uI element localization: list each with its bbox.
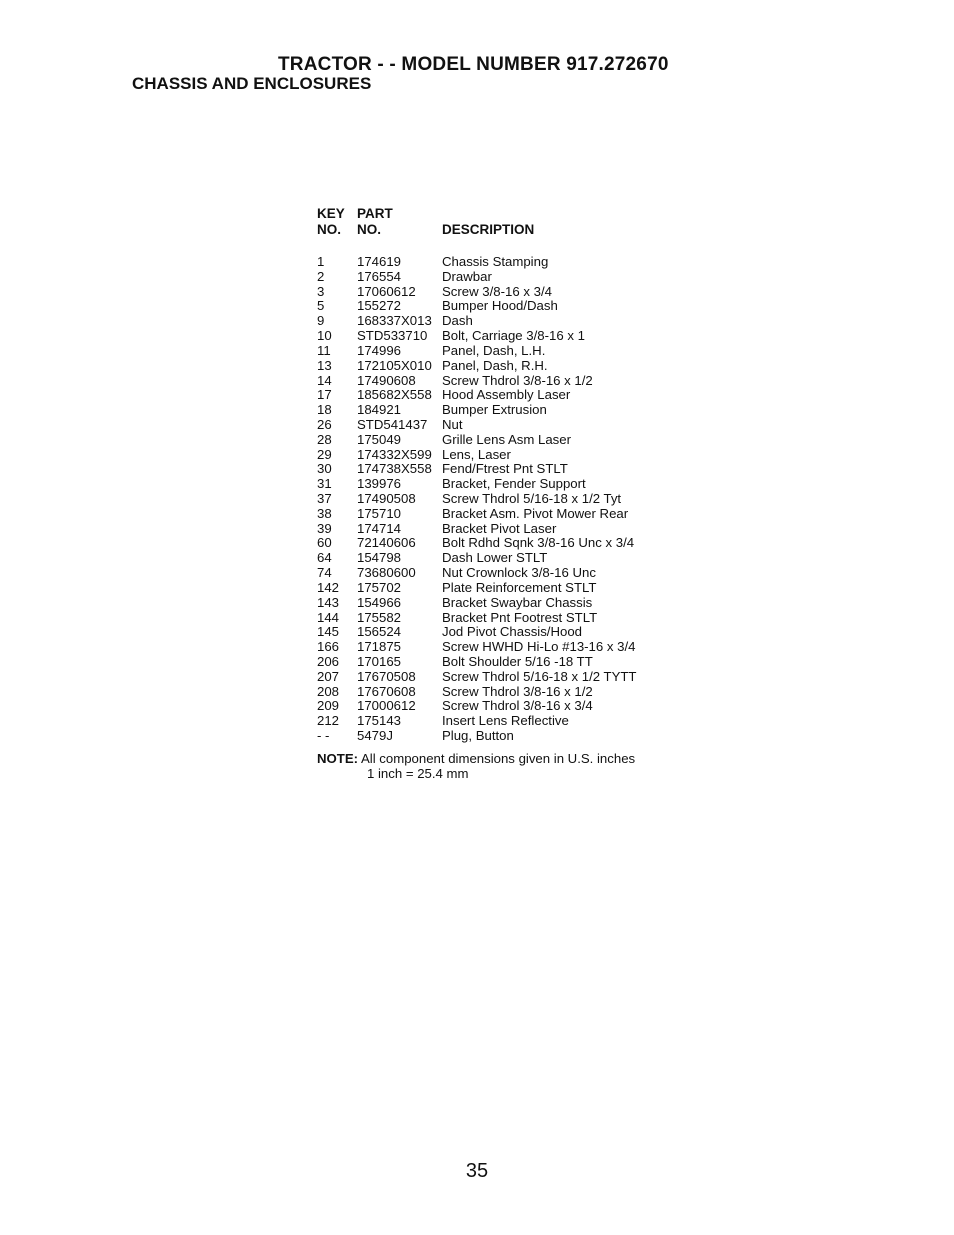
key-no-cell: 18 — [317, 402, 332, 418]
key-no-cell: 64 — [317, 550, 332, 566]
part-no-cell: 155272 — [357, 298, 402, 314]
key-no-cell: 10 — [317, 328, 332, 344]
description-cell: Nut — [442, 416, 463, 432]
key-no-cell: 143 — [317, 594, 340, 610]
key-no-cell: 145 — [317, 624, 340, 640]
description-cell: Chassis Stamping — [442, 254, 549, 269]
key-no-cell: 30 — [317, 461, 332, 477]
key-no-cell: 28 — [317, 431, 332, 447]
key-no-cell: 144 — [317, 609, 340, 625]
note — [317, 751, 635, 781]
header-part: PART — [357, 206, 393, 221]
key-no-cell: 74 — [317, 565, 332, 581]
part-no-cell: 174619 — [357, 254, 402, 269]
description-cell: Panel, Dash, R.H. — [442, 357, 548, 373]
description-cell: Screw Thdrol 3/8-16 x 3/4 — [442, 698, 593, 714]
part-no-cell: 5479J — [357, 728, 393, 743]
key-no-cell: 212 — [317, 713, 340, 729]
header-key: KEY — [317, 206, 345, 221]
note-conversion: 1 inch = 25.4 mm — [367, 766, 469, 781]
part-no-cell: 175710 — [357, 505, 402, 521]
part-no-cell: 17490608 — [357, 372, 416, 388]
header-description: DESCRIPTION — [442, 222, 535, 237]
part-no-cell: 172105X010 — [357, 357, 432, 373]
key-no-cell: 3 — [317, 283, 325, 299]
part-no-cell: 185682X558 — [357, 387, 432, 403]
description-cell: Bracket Pnt Footrest STLT — [442, 609, 598, 625]
key-no-cell: 26 — [317, 416, 332, 432]
part-no-cell: 168337X013 — [357, 313, 432, 329]
description-cell: Fend/Ftrest Pnt STLT — [442, 461, 568, 477]
description-cell: Plate Reinforcement STLT — [442, 579, 597, 595]
part-no-cell: 154966 — [357, 594, 402, 610]
description-cell: Jod Pivot Chassis/Hood — [442, 624, 583, 640]
key-no-cell: 17 — [317, 387, 332, 403]
key-no-cell: 5 — [317, 298, 325, 314]
description-cell: Bracket Swaybar Chassis — [442, 594, 593, 610]
part-no-cell: 156524 — [357, 624, 402, 640]
part-no-cell: 174738X558 — [357, 461, 432, 477]
key-no-cell: 208 — [317, 683, 340, 699]
description-cell: Lens, Laser — [442, 446, 511, 462]
part-no-cell: 174714 — [357, 520, 402, 536]
part-no-cell: 17670508 — [357, 668, 416, 684]
part-no-cell: 17000612 — [357, 698, 416, 714]
description-cell: Drawbar — [442, 268, 492, 284]
header-key-no: NO. — [317, 222, 342, 237]
part-no-cell: 170165 — [357, 653, 402, 669]
note-line-1 — [317, 751, 635, 766]
description-cell: Dash Lower STLT — [442, 550, 548, 566]
part-no-cell: 171875 — [357, 639, 402, 655]
description-cell: Dash — [442, 313, 473, 329]
description-cell: Bolt Rdhd Sqnk 3/8-16 Unc x 3/4 — [442, 535, 635, 551]
page-number: 35 — [465, 1160, 489, 1182]
key-no-cell: - - — [317, 728, 330, 743]
key-no-cell: 166 — [317, 639, 340, 655]
part-no-cell: 154798 — [357, 550, 402, 566]
part-no-cell: 175702 — [357, 579, 402, 595]
description-cell: Bumper Hood/Dash — [442, 298, 558, 314]
page-title: TRACTOR - - MODEL NUMBER 917.272670 — [278, 54, 669, 75]
description-cell: Bracket, Fender Support — [442, 476, 586, 492]
part-no-cell: 139976 — [357, 476, 402, 492]
header-part-no: NO. — [357, 222, 382, 237]
part-no-cell: STD541437 — [357, 416, 428, 432]
part-no-cell: 174996 — [357, 342, 402, 358]
part-no-cell: 175143 — [357, 713, 402, 729]
description-cell: Bumper Extrusion — [442, 402, 547, 418]
description-cell: Bolt Shoulder 5/16 -18 TT — [442, 653, 593, 669]
key-no-cell: 29 — [317, 446, 332, 462]
description-cell: Insert Lens Reflective — [442, 713, 569, 729]
key-no-cell: 38 — [317, 505, 332, 521]
part-no-cell: 73680600 — [357, 565, 416, 581]
description-cell: Grille Lens Asm Laser — [442, 431, 571, 447]
part-no-cell: 17060612 — [357, 283, 416, 299]
description-cell: Screw HWHD Hi-Lo #13-16 x 3/4 — [442, 639, 636, 655]
description-cell: Plug, Button — [442, 728, 514, 743]
description-cell: Bracket Pivot Laser — [442, 520, 557, 536]
key-no-cell: 142 — [317, 579, 340, 595]
key-no-cell: 206 — [317, 653, 340, 669]
key-no-cell: 31 — [317, 476, 332, 492]
part-no-cell: 184921 — [357, 402, 402, 418]
part-no-cell: 175582 — [357, 609, 402, 625]
part-no-cell: 17670608 — [357, 683, 416, 699]
note-text: All component dimensions given in U.S. inches — [360, 751, 636, 766]
note-label: NOTE: — [317, 751, 359, 766]
key-no-cell: 209 — [317, 698, 340, 714]
key-no-cell: 39 — [317, 520, 332, 536]
key-no-cell: 11 — [317, 342, 331, 358]
part-no-cell: 174332X599 — [357, 446, 432, 462]
description-cell: Screw Thdrol 3/8-16 x 1/2 — [442, 683, 593, 699]
key-no-cell: 1 — [317, 254, 325, 269]
key-no-cell: 207 — [317, 668, 340, 684]
part-no-cell: STD533710 — [357, 328, 428, 344]
key-no-cell: 2 — [317, 268, 325, 284]
part-no-cell: 176554 — [357, 268, 402, 284]
description-cell: Screw 3/8-16 x 3/4 — [442, 283, 552, 299]
key-no-cell: 13 — [317, 357, 332, 373]
description-cell: Screw Thdrol 3/8-16 x 1/2 — [442, 372, 593, 388]
description-cell: Panel, Dash, L.H. — [442, 342, 546, 358]
section-subtitle: CHASSIS AND ENCLOSURES — [132, 74, 372, 93]
description-cell: Bracket Asm. Pivot Mower Rear — [442, 505, 629, 521]
key-no-cell: 9 — [317, 313, 325, 329]
description-cell: Nut Crownlock 3/8-16 Unc — [442, 565, 596, 581]
key-no-cell: 37 — [317, 491, 332, 506]
description-cell: Bolt, Carriage 3/8-16 x 1 — [442, 328, 585, 344]
description-cell: Screw Thdrol 5/16-18 x 1/2 Tyt — [442, 491, 622, 506]
description-cell: Hood Assembly Laser — [442, 387, 571, 403]
description-cell: Screw Thdrol 5/16-18 x 1/2 TYTT — [442, 668, 637, 684]
part-no-cell: 17490508 — [357, 491, 416, 506]
key-no-cell: 14 — [317, 372, 332, 388]
part-no-cell: 175049 — [357, 431, 402, 447]
part-no-cell: 72140606 — [357, 535, 416, 551]
key-no-cell: 60 — [317, 535, 332, 551]
